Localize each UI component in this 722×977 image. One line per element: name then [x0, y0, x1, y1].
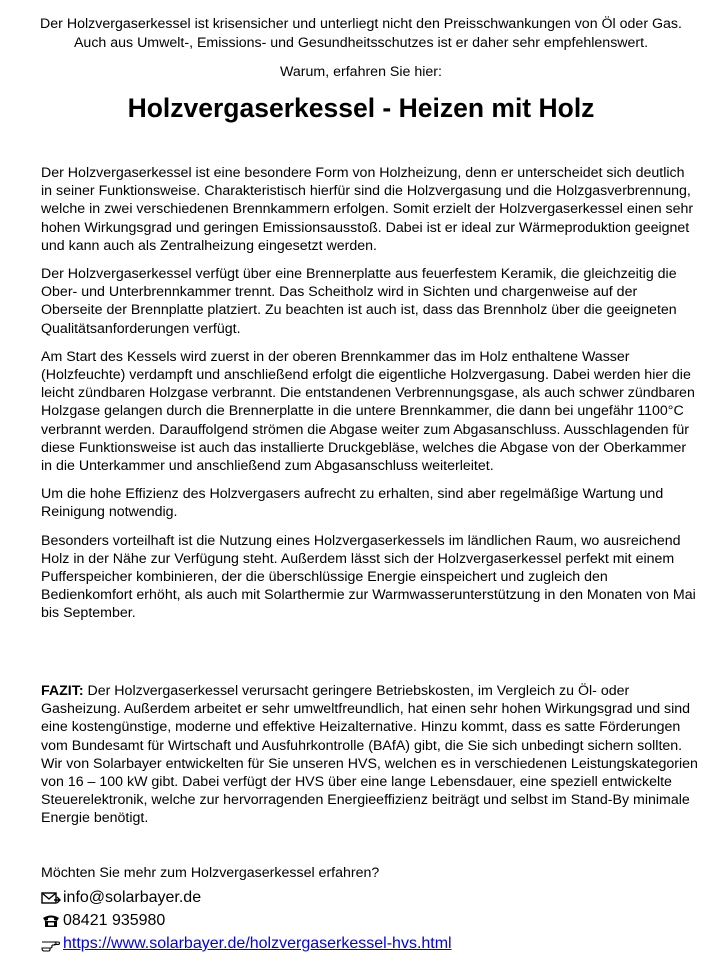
url-row — [41, 932, 699, 955]
paragraph: Besonders vorteilhaft ist die Nutzung eines Holzvergaserkessels im ländlichen Raum, wo ausreichend Holz in der Nähe zur Verfügung steht. Außerdem lässt sich der Holzvergaserkessel perfekt mit einem Pufferspeicher kombinieren, der die überschlüssige Energie einspeichert und zugleich den Bedienkomfort erhöht, als auch mit Solarthermie zur Warmwasserunterstützung in den Monaten von Mai bis September. — [41, 532, 696, 622]
email-address[interactable]: info@solarbayer.de — [63, 889, 202, 906]
paragraph: Der Holzvergaserkessel verfügt über eine Brennerplatte aus feuerfestem Keramik, die gleichzeitig die Ober- und Unterbrennkammer trennt. Das Scheitholz wird in Sichten und chargenweise auf der Oberseite der Brennplatte platziert. Zu beachten ist auch ist, dass das Brennholz über die geeigneten Qualitätsanforderungen verfügt. — [41, 266, 677, 337]
phone-row — [41, 909, 699, 932]
intro-text: Der Holzvergaserkessel ist krisensicher und unterliegt nicht den Preisschwankungen von Öl oder Gas. Auch aus Umwelt-, Emissions- und Gesundheitsschutzes ist er daher sehr empfehlenswert. — [40, 16, 682, 51]
fazit-label: FAZIT: — [41, 683, 84, 699]
pointing-hand-icon — [41, 936, 61, 952]
page-title: Holzvergaserkessel - Heizen mit Holz — [127, 93, 595, 123]
website-link[interactable]: https://www.solarbayer.de/holzvergaserkessel-hvs.html — [63, 935, 452, 952]
fazit-paragraph — [41, 682, 699, 828]
intro-subline: Warum, erfahren Sie hier: — [280, 64, 442, 80]
email-row — [41, 886, 699, 909]
paragraph: Der Holzvergaserkessel ist eine besondere Form von Holzheizung, denn er unterscheidet sich deutlich in seiner Funktionsweise. Charakteristisch hierfür sind die Holzvergasung und die Holzgasverbrennung, welche in zwei verschiedenen Brennkammern erfolgen. Somit erzielt der Holzvergaserkessel einen sehr hohen Wirkungsgrad und geringen Emissionsausstoß. Dabei ist er ideal zur Wärmeproduktion geeignet und kann auch als Zentralheizung eingesetzt werden. — [41, 165, 694, 254]
phone-number[interactable]: 08421 935980 — [63, 912, 166, 929]
contact-block — [41, 864, 699, 955]
paragraph: Um die hohe Effizienz des Holzvergasers aufrecht zu erhalten, sind aber regelmäßige Wartung und Reinigung notwendig. — [41, 486, 664, 521]
envelope-icon — [41, 890, 61, 906]
paragraph: Am Start des Kessels wird zuerst in der oberen Brennkammer das im Holz enthaltene Wasser (Holzfeuchte) verdampft und anschließend erfolgt die eigentliche Holzvergasung. Dabei werden hier die leicht zündbaren Holzgase verbrannt. Die entstandenen Verbrennungsgase, als auch schwer zündbaren Holzgase gelangen durch die Brennerplatte in die untere Brennkammer, die dann bei ungefähr 1100°C verbrannt werden. Darauffolgend strömen die Abgase weiter zum Abgasanschluss. Ausschlagenden für diese Funktionsweise ist auch das installierte Druckgebläse, welches die Abgase von der Oberkammer in die Unterkammer und anschließend zum Abgasanschluss weiterleitet. — [41, 348, 695, 475]
telephone-icon — [41, 913, 61, 929]
contact-question: Möchten Sie mehr zum Holzvergaserkessel erfahren? — [41, 865, 380, 881]
fazit-text: Der Holzvergaserkessel verursacht geringere Betriebskosten, im Vergleich zu Öl- oder Gasheizung. Außerdem arbeitet er sehr umweltfreundlich, hat einen sehr hohen Wirkungsgrad und sind eine kostengünstige, moderne und effektive Heizalternative. Hinzu kommt, dass es satte Förderungen vom Bundesamt für Wirtschaft und Ausfuhrkontrolle (BAfA) gibt, die Sie sich unbedingt sichern sollten. Wir von Solarbayer entwickelten für Sie unseren HVS, welchen es in verschiedenen Leistungskategorien von 16 – 100 kW gibt. Dabei verfügt der HVS über eine lange Lebensdauer, eine speziell entwickelte Steuerelektronik, welche zur hervorragenden Energieeffizienz beiträgt und selbst im Stand-By minimale Energie benötigt. — [41, 683, 698, 827]
body-text — [41, 164, 699, 633]
